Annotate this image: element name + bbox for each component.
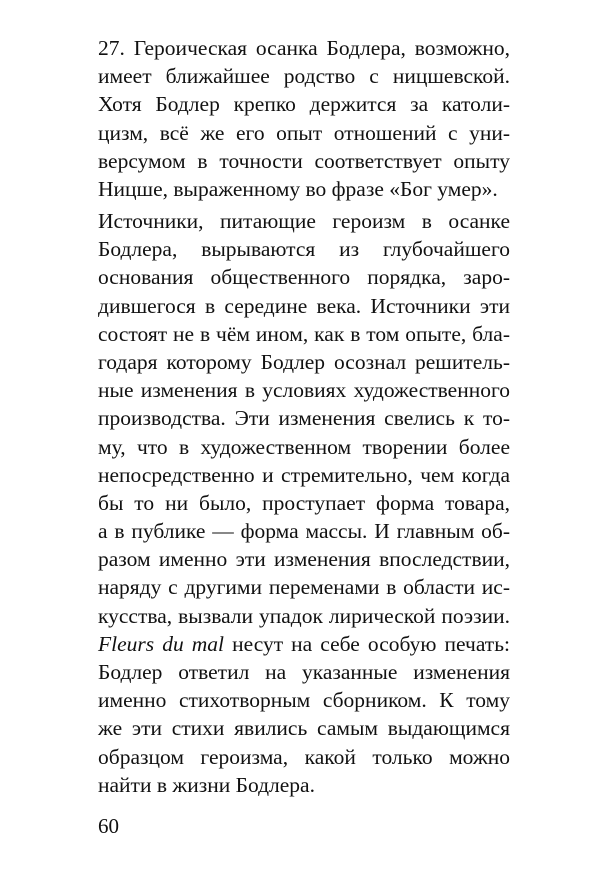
text-line: именно стихотворным сборником. К тому bbox=[98, 688, 510, 713]
text-line: наряду с другими переменами в области ис- bbox=[98, 575, 510, 600]
text-line: же эти стихи явились самым выдающимся bbox=[98, 716, 510, 741]
text-line: годаря которому Бодлер осознал решитель- bbox=[98, 349, 510, 374]
text-line: дившегося в середине века. Источники эти bbox=[98, 293, 510, 318]
text-line: Ницше, выраженному во фразе «Бог умер». bbox=[98, 176, 498, 201]
paragraph-2 bbox=[98, 207, 510, 799]
text-line: найти в жизни Бодлера. bbox=[98, 772, 315, 797]
text-line: му, что в художественном творении более bbox=[98, 434, 510, 459]
text-line-with-title bbox=[98, 630, 510, 658]
text-line: версумом в точности соответствует опыту bbox=[98, 148, 510, 173]
text-line: непосредственно и стремительно, чем когда bbox=[98, 462, 510, 487]
paragraph-1 bbox=[98, 34, 510, 203]
text-line: а в публике — форма массы. И главным об- bbox=[98, 519, 510, 544]
text-line: Хотя Бодлер крепко держится за католи- bbox=[98, 92, 510, 117]
text-line: состоят не в чём ином, как в том опыте, бла- bbox=[98, 321, 510, 346]
text-line: производства. Эти изменения свелись к то- bbox=[98, 406, 510, 431]
text-line: имеет ближайшее родство с ницшевской. bbox=[98, 64, 510, 89]
text-line: образцом героизма, какой только можно bbox=[98, 744, 510, 769]
text-line: Источники, питающие героизм в осанке bbox=[98, 209, 510, 233]
book-title-italic: Fleurs du mal bbox=[98, 631, 225, 656]
text-line: бы то ни было, проступает форма товара, bbox=[98, 490, 510, 515]
text-line-rest: несут на себе особую печать: bbox=[224, 631, 510, 656]
text-line: разом именно эти изменения впоследствии, bbox=[98, 547, 510, 572]
text-line: кусства, вызвали упадок лирической поэзии. bbox=[98, 603, 510, 628]
text-line: 27. Героическая осанка Бодлера, возможно, bbox=[98, 36, 510, 60]
text-line: ные изменения в условиях художественного bbox=[98, 378, 510, 403]
page-number: 60 bbox=[98, 814, 119, 838]
text-line: цизм, всё же его опыт отношений с уни- bbox=[98, 120, 510, 145]
text-line: основания общественного порядка, заро- bbox=[98, 265, 510, 290]
text-line: Бодлер ответил на указанные изменения bbox=[98, 660, 510, 684]
text-line: Бодлера, вырываются из глубочайшего bbox=[98, 237, 510, 262]
